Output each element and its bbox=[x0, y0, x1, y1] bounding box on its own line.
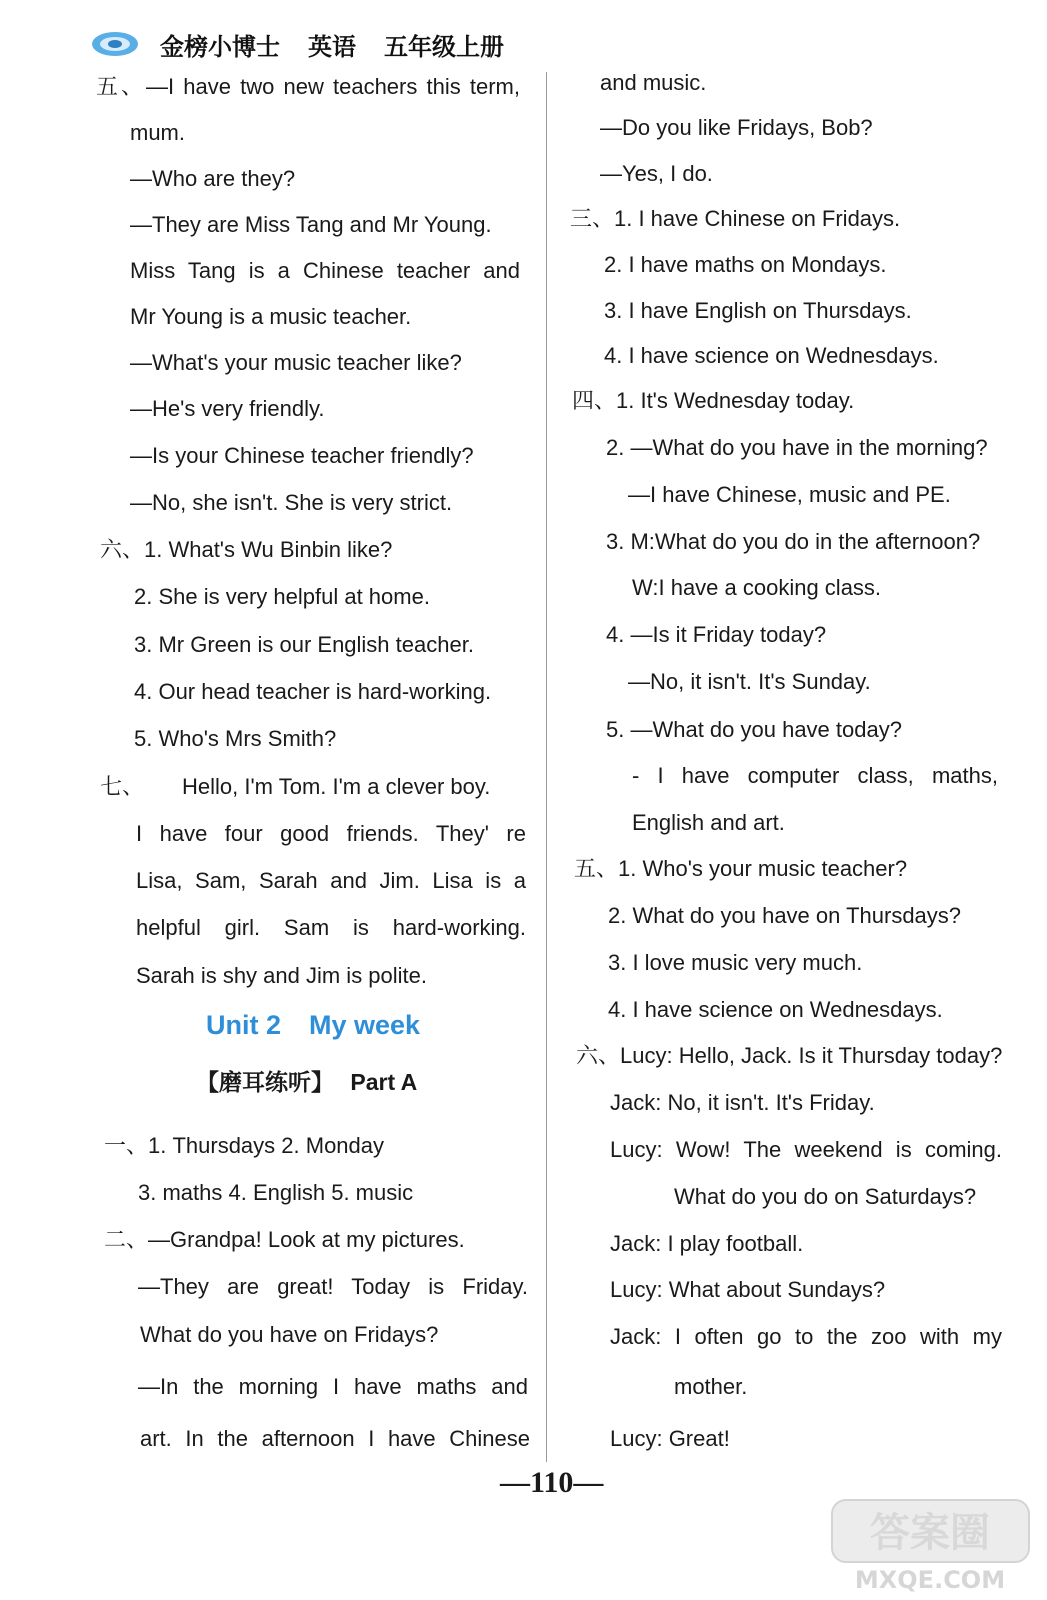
right_column-line: 4. I have science on Wednesdays. bbox=[604, 343, 939, 368]
left_column-line: I have four good friends. They' re bbox=[136, 821, 526, 846]
right_column-line: —Yes, I do. bbox=[600, 161, 713, 186]
right_column-line: 3. I love music very much. bbox=[608, 950, 863, 975]
left_column-line: —He's very friendly. bbox=[130, 396, 325, 421]
right_column-line: Lucy: Wow! The weekend is coming. bbox=[610, 1137, 1002, 1162]
right_column-line: 4. I have science on Wednesdays. bbox=[608, 997, 943, 1022]
left_column-line: —No, she isn't. She is very strict. bbox=[130, 490, 453, 515]
right_column-line: Jack: I often go to the zoo with my bbox=[610, 1324, 1002, 1349]
left_column-line: Miss Tang is a Chinese teacher and bbox=[130, 258, 520, 283]
left_column-line: Sarah is shy and Jim is polite. bbox=[136, 963, 428, 988]
book-series-title: 金榜小博士 bbox=[160, 33, 280, 61]
right_column-line: 五、1. Who's your music teacher? bbox=[574, 856, 908, 881]
section-label: 【磨耳练听】 bbox=[196, 1069, 334, 1095]
left_column-line: —They are great! Today is Friday. bbox=[138, 1274, 528, 1299]
left_column-line: 六、1. What's Wu Binbin like? bbox=[100, 537, 393, 562]
subject-label: 英语 bbox=[308, 33, 356, 61]
right_column-line: 2. I have maths on Mondays. bbox=[604, 252, 887, 277]
right_column-line: 四、1. It's Wednesday today. bbox=[572, 388, 855, 413]
right_column-line: Jack: I play football. bbox=[610, 1231, 804, 1256]
grade-label: 五年级上册 bbox=[384, 33, 504, 61]
watermark-logo bbox=[828, 1496, 1033, 1596]
right_column-line: 六、Lucy: Hello, Jack. Is it Thursday today? bbox=[576, 1043, 1003, 1068]
part-label: Part A bbox=[350, 1069, 418, 1095]
right_column-line: English and art. bbox=[632, 810, 785, 835]
right_column-line: and music. bbox=[600, 70, 707, 95]
svg-text:答案圈: 答案圈 bbox=[870, 1510, 990, 1556]
right_column-line: —No, it isn't. It's Sunday. bbox=[628, 669, 871, 694]
right_column-line: 3. I have English on Thursdays. bbox=[604, 298, 912, 323]
left_column-line: —Who are they? bbox=[130, 166, 296, 191]
unit-heading bbox=[206, 1010, 420, 1041]
column-divider bbox=[546, 72, 547, 1462]
svg-text:MXQE.COM: MXQE.COM bbox=[854, 1566, 1006, 1594]
right_column-line: W:I have a cooking class. bbox=[632, 575, 882, 600]
right_column-line: —I have Chinese, music and PE. bbox=[628, 482, 951, 507]
left_column-line: 3. maths 4. English 5. music bbox=[138, 1180, 414, 1205]
unit-name: My week bbox=[309, 1010, 421, 1040]
page-header bbox=[90, 22, 504, 66]
right_column-line: Lucy: Great! bbox=[610, 1426, 730, 1451]
left_column-line: 2. She is very helpful at home. bbox=[134, 584, 430, 609]
left_column-line: —In the morning I have maths and bbox=[138, 1374, 528, 1399]
publisher-logo-icon bbox=[90, 29, 140, 59]
left_column-line: 3. Mr Green is our English teacher. bbox=[134, 632, 474, 657]
right_column-line: Jack: No, it isn't. It's Friday. bbox=[610, 1090, 875, 1115]
left_column-line: 4. Our head teacher is hard-working. bbox=[134, 679, 492, 704]
page-number: —110— bbox=[500, 1466, 604, 1499]
right_column-line: —Do you like Fridays, Bob? bbox=[600, 115, 873, 140]
right_column-line: 3. M:What do you do in the afternoon? bbox=[606, 529, 981, 554]
right_column-line: Lucy: What about Sundays? bbox=[610, 1277, 886, 1302]
right_column-line: What do you do on Saturdays? bbox=[674, 1184, 977, 1209]
left_column-line: Lisa, Sam, Sarah and Jim. Lisa is a bbox=[136, 868, 526, 893]
right_column-line: 2. What do you have on Thursdays? bbox=[608, 903, 962, 928]
right_column-line: 4. —Is it Friday today? bbox=[606, 622, 827, 647]
left_column-line: What do you have on Fridays? bbox=[140, 1322, 439, 1347]
left_column-line: 二、—Grandpa! Look at my pictures. bbox=[104, 1227, 465, 1252]
left_column-line: Mr Young is a music teacher. bbox=[130, 304, 412, 329]
left_column-line: 七、 bbox=[100, 774, 145, 799]
unit-number: Unit 2 bbox=[206, 1010, 282, 1040]
left_column-line: art. In the afternoon I have Chinese bbox=[140, 1426, 530, 1451]
left_column-line: Hello, I'm Tom. I'm a clever boy. bbox=[182, 774, 491, 799]
left_column-line: 5. Who's Mrs Smith? bbox=[134, 726, 337, 751]
right_column-line: 2. —What do you have in the morning? bbox=[606, 435, 988, 460]
right_column-line: 5. —What do you have today? bbox=[606, 717, 902, 742]
left_column-line: —What's your music teacher like? bbox=[130, 350, 462, 375]
right_column-line: - I have computer class, maths, bbox=[632, 763, 998, 788]
left_column-line: —They are Miss Tang and Mr Young. bbox=[130, 212, 492, 237]
left_column-line: helpful girl. Sam is hard-working. bbox=[136, 915, 526, 940]
left_column-line: 一、1. Thursdays 2. Monday bbox=[104, 1133, 385, 1158]
section-heading bbox=[196, 1064, 417, 1097]
left_column-line: —Is your Chinese teacher friendly? bbox=[130, 443, 474, 468]
left_column-line: mum. bbox=[130, 120, 185, 145]
right_column-line: mother. bbox=[674, 1374, 748, 1399]
left_column-line: 五、—I have two new teachers this term, bbox=[96, 74, 520, 99]
right_column-line: 三、1. I have Chinese on Fridays. bbox=[570, 206, 901, 231]
